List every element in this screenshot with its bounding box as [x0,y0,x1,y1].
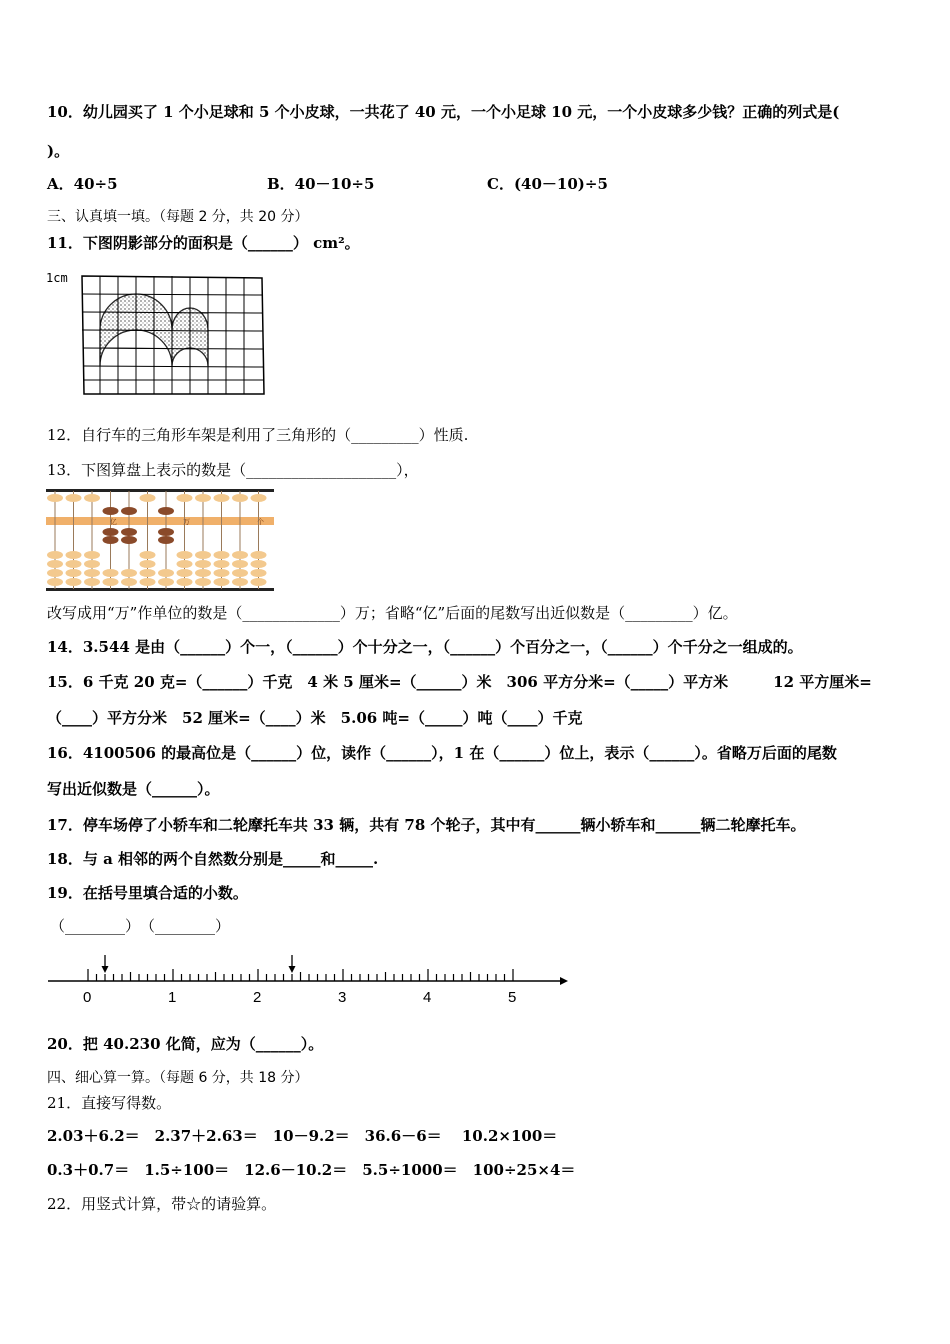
q21-stem: 21．直接写得数。 [47,1094,172,1112]
numberline-tick-label: 4 [423,989,432,1006]
abacus-upper-bead [232,494,248,502]
abacus-lower-bead [177,578,193,586]
q14-stem: 14．3.544 是由（______）个一，（______）个十分之一，（______）个百分之一，（______）个千分之一组成的。 [47,638,803,656]
q20-stem: 20．把 40.230 化简，应为（______）。 [47,1035,324,1053]
q10-option-b: B．40－10÷5 [267,175,375,193]
q19-stem: 19．在括号里填合适的小数。 [47,884,248,902]
abacus-lower-bead [195,569,211,577]
abacus-lower-bead [103,536,119,544]
abacus-upper-bead [158,507,174,515]
q10-option-c: C．(40－10)÷5 [487,175,608,193]
q13-stem: 13．下图算盘上表示的数是（____________________）， [47,461,419,479]
abacus-lower-bead [47,551,63,559]
abacus-lower-bead [177,551,193,559]
numberline-tick-label: 5 [508,989,517,1006]
abacus-label-ge: 个 [257,518,264,526]
q19-number-line [44,950,570,1008]
q13-followup: 改写成用“万”作单位的数是（_____________）万；省略“亿”后面的尾数写出近似数是（_________）亿。 [47,604,738,622]
abacus-lower-bead [84,560,100,568]
numberline-tick-label: 1 [168,989,177,1006]
abacus-lower-bead [66,551,82,559]
abacus-lower-bead [214,578,230,586]
abacus-lower-bead [195,560,211,568]
numberline-tick-label: 0 [83,989,92,1006]
q19-blanks: （________） （________） [50,917,231,935]
abacus-lower-bead [121,536,137,544]
abacus-lower-bead [47,569,63,577]
abacus-lower-bead [195,551,211,559]
abacus-lower-bead [251,560,267,568]
section-3-heading: 三、认真填一填。（每题 2 分，共 20 分） [47,209,309,225]
q16-stem: 16．4100506 的最高位是（______）位，读作（______），1 在（______）位上，表示（______）。省略万后面的尾数 [47,744,837,762]
abacus-label-wan: 万 [183,518,190,526]
abacus-lower-bead [195,578,211,586]
q13-abacus [46,489,274,591]
abacus-lower-bead [140,569,156,577]
abacus-lower-bead [158,578,174,586]
abacus-lower-bead [66,578,82,586]
abacus-lower-bead [232,569,248,577]
abacus-lower-bead [103,569,119,577]
abacus-lower-bead [66,569,82,577]
abacus-lower-bead [103,528,119,536]
abacus-upper-bead [103,507,119,515]
abacus-lower-bead [214,569,230,577]
abacus-lower-bead [140,578,156,586]
q22-stem: 22．用竖式计算，带☆的请验算。 [47,1195,277,1213]
q15-stem: 15．6 千克 20 克=（______）千克 4 米 5 厘米=（______）米 306 平方分米=（_____）平方米 12 平方厘米= [47,673,872,691]
abacus-lower-bead [232,578,248,586]
abacus-lower-bead [84,551,100,559]
abacus-lower-bead [121,578,137,586]
q16-stem-cont: 写出近似数是（______）。 [47,780,220,798]
abacus-upper-bead [140,494,156,502]
q11-stem: 11．下图阴影部分的面积是（______） cm²。 [47,234,360,252]
numberline-arrowhead [102,966,109,973]
abacus-upper-bead [66,494,82,502]
q21-row-2: 0.3＋0.7＝ 1.5÷100＝ 12.6－10.2＝ 5.5÷1000＝ 100÷25×4＝ [47,1161,576,1179]
abacus-label-yi: 亿 [110,518,117,526]
abacus-lower-bead [66,560,82,568]
abacus-lower-bead [251,578,267,586]
numberline-tick-label: 3 [338,989,347,1006]
abacus-lower-bead [177,569,193,577]
abacus-lower-bead [214,551,230,559]
abacus-upper-bead [251,494,267,502]
abacus-lower-bead [232,560,248,568]
abacus-upper-bead [177,494,193,502]
q18-stem: 18．与 a 相邻的两个自然数分别是_____和_____. [47,850,379,868]
numberline-arrowhead [289,966,296,973]
abacus-upper-bead [214,494,230,502]
abacus-lower-bead [84,578,100,586]
abacus-lower-bead [158,528,174,536]
abacus-lower-bead [47,578,63,586]
abacus-lower-bead [232,551,248,559]
abacus-upper-bead [121,507,137,515]
abacus-lower-bead [121,528,137,536]
abacus-upper-bead [84,494,100,502]
abacus-lower-bead [103,578,119,586]
q15-stem-cont: （____）平方分米 52 厘米=（____）米 5.06 吨=（_____）吨（____）千克 [47,709,583,727]
abacus-upper-bead [195,494,211,502]
abacus-lower-bead [140,560,156,568]
q10-option-a: A．40÷5 [47,175,118,193]
abacus-lower-bead [140,551,156,559]
abacus-lower-bead [251,551,267,559]
abacus-lower-bead [158,536,174,544]
numberline-tick-label: 2 [253,989,262,1006]
section-4-heading: 四、细心算一算。（每题 6 分，共 18 分） [47,1070,309,1086]
q11-grid-figure [44,268,268,398]
abacus-lower-bead [214,560,230,568]
abacus-lower-bead [47,560,63,568]
q12-stem: 12．自行车的三角形车架是利用了三角形的（_________）性质. [47,426,469,444]
q17-stem: 17．停车场停了小轿车和二轮摩托车共 33 辆，共有 78 个轮子，其中有______辆小轿车和______辆二轮摩托车。 [47,816,806,834]
abacus-lower-bead [177,560,193,568]
abacus-upper-bead [47,494,63,502]
q21-row-1: 2.03＋6.2＝ 2.37＋2.63＝ 10－9.2＝ 36.6－6＝ 10.2×100＝ [47,1127,558,1145]
q10-stem-end: )。 [47,142,70,160]
abacus-lower-bead [121,569,137,577]
abacus-lower-bead [84,569,100,577]
abacus-lower-bead [251,569,267,577]
q11-scale-label: 1cm [46,271,68,285]
abacus-lower-bead [158,569,174,577]
q10-stem: 10．幼儿园买了 1 个小足球和 5 个小皮球，一共花了 40 元，一个小足球 10 元，一个小皮球多少钱？正确的列式是( [47,103,840,121]
